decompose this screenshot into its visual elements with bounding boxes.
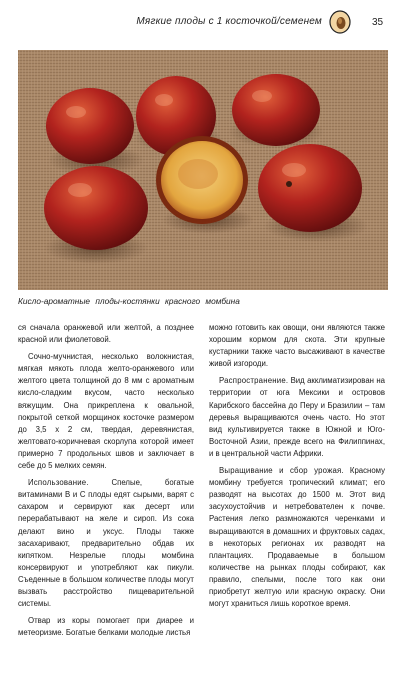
page-number: 35 [372,17,384,28]
section-heading: Распространение. [219,376,289,386]
section-heading: Выращивание и сбор урожая. [219,466,344,476]
paragraph-text: Вид акклиматизирован на территории от юга Мексики и островов Карибского бассейна до Перу и Бразилии – там деревья выращиваются очень часто. Но этот вид культивируется также в Южной и Юго-Восточной Азии, прежде всего на Филиппинах, и в центральной части Африки. [209,376,385,458]
paragraph-text: Красному момбину требуется тропический климат; его разводят на высотах до 1500 м. Этот вид засухоустойчив и нетребователен к почве. Растения легко размножаются черенками и выращиваются в домашних и фруктовых садах, в некоторых регионах их разводят на плантациях. Продаваемые в большом количестве на рынках плоды собирают, как правило, спелыми, после того как они приобретут желтую или красную окраску. Они могут храниться лишь короткое время. [209,466,386,609]
photo-caption: Кисло-ароматные плоды-костянки красного момбина [18,296,240,306]
paragraph: ся сначала оранжевой или желтой, а позднее красной или фиолетовой. [18,323,194,345]
fruit-half-icon [328,10,352,34]
paragraph: Сочно-мучнистая, несколько волокнистая, мягкая мякоть плода желто-оранжевого или желтого цвета толщиной до 8 мм с ароматным кисло-сладким вкусом, часто несколько вяжущим. Она прикреплена к овальной, покрытой сеткой морщинок косточке размером до 3,5 х 2 см, твердая, деревянистая, желтовато-коричневая скорлупа которой имеет примерно 7 продольных швов и заключает в себе до 5 мелких семян. [18,352,194,471]
text-column-right [209,322,385,615]
paragraph [18,477,194,610]
paragraph [209,465,385,610]
page-header [0,8,420,38]
paragraph [209,375,385,460]
paragraph: Отвар из коры помогает при диарее и метеоризме. Богатые белками молодые листья [18,616,194,638]
section-heading: Использование. [28,478,89,488]
paragraph: можно готовить как овощи, они являются также хорошим кормом для скота. Эти крупные кустарники также часто высаживают в качестве живой изгороди. [209,323,385,369]
paragraph-text: Спелые, богатые витаминами В и С плоды едят сырыми, варят с сахаром и сервируют как десерт или перерабатывают на желе и сироп. Из сока делают вино и уксус. Плоды также засахаривают, предварительно обдав их кипятком. Незрелые плоды момбина консервируют и употребляют как пикули. Съеденные в большом количестве плоды могут вызвать расстройство пищеварительной системы. [18,478,195,609]
fruits-photo [18,50,388,290]
text-column-left [18,322,194,644]
header-title: Мягкие плоды с 1 косточкой/семенем [136,16,322,27]
